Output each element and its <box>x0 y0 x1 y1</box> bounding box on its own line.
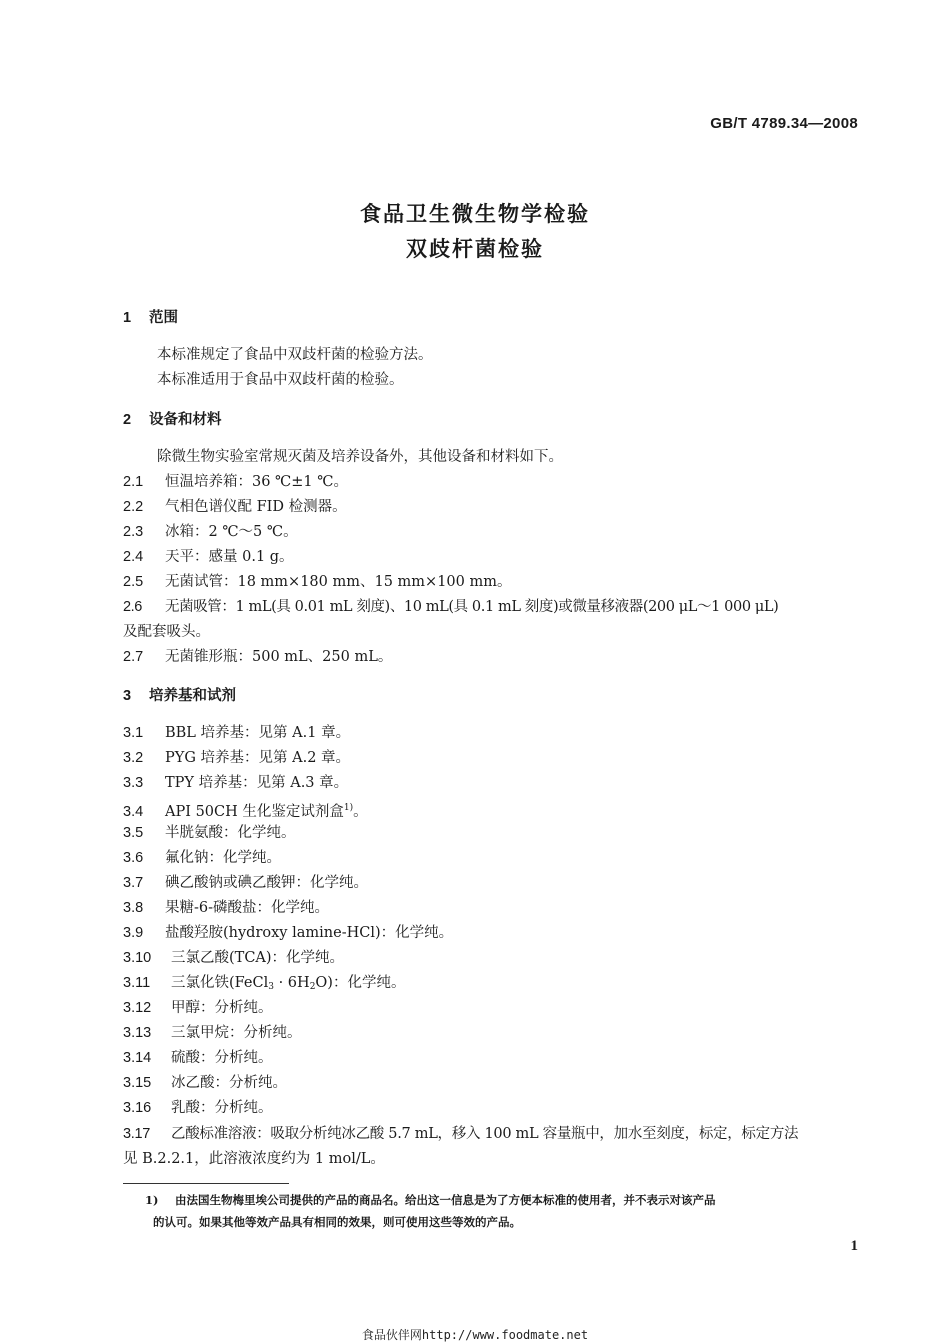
subscript: 3 <box>268 982 274 992</box>
item-text: 冰乙酸：分析纯。 <box>171 1075 287 1091</box>
item-text: 见 B.2.2.1，此溶液浓度约为 1 mol/L。 <box>123 1151 385 1167</box>
item-number: 3.13 <box>123 1025 152 1041</box>
section-title: 设备和材料 <box>149 412 222 428</box>
footnote-reference: 1) <box>343 803 354 813</box>
section-2-intro: 除微生物实验室常规灭菌及培养设备外，其他设备和材料如下。 <box>157 449 563 465</box>
subscript: 2 <box>309 982 316 992</box>
section-number: 1 <box>123 310 132 326</box>
item-number: 3.15 <box>123 1075 152 1091</box>
item-number: 3.8 <box>123 900 144 916</box>
item-text: 无菌吸管：1 mL(具 0.01 mL 刻度)、10 mL(具 0.1 mL 刻度)或微量移液器(200 μL～1 000 μL) <box>165 599 779 615</box>
item-number: 3.7 <box>123 875 144 891</box>
item-text: · 6H <box>273 975 310 991</box>
section-1-paragraph: 本标准规定了食品中双歧杆菌的检验方法。 <box>157 347 433 363</box>
list-item <box>123 823 860 843</box>
item-text: 碘乙酸钠或碘乙酸钾：化学纯。 <box>165 875 368 891</box>
item-text: 硫酸：分析纯。 <box>171 1050 273 1066</box>
item-number: 2.1 <box>123 474 144 490</box>
list-item <box>123 1048 860 1068</box>
list-item <box>123 748 860 768</box>
document-title-line1: 食品卫生微生物学检验 <box>360 202 590 226</box>
item-number: 3.9 <box>123 925 144 941</box>
item-number: 3.17 <box>123 1126 151 1142</box>
item-text: 氟化钠：化学纯。 <box>165 850 281 866</box>
item-text: 恒温培养箱：36 ℃±1 ℃。 <box>165 474 348 490</box>
item-text: 果糖-6-磷酸盐：化学纯。 <box>165 900 330 916</box>
item-number: 2.4 <box>123 549 144 565</box>
list-item <box>123 1023 860 1043</box>
item-text: TPY 培养基：见第 A.3 章。 <box>165 775 349 791</box>
item-text: O)：化学纯。 <box>315 975 406 991</box>
document-title-line2: 双歧杆菌检验 <box>406 237 544 261</box>
list-item <box>123 723 860 743</box>
list-item <box>123 798 860 822</box>
item-number: 3.11 <box>123 975 151 991</box>
footnote-divider <box>123 1183 289 1184</box>
section-number: 2 <box>123 412 132 428</box>
item-text: 乳酸：分析纯。 <box>171 1100 273 1116</box>
list-item-continuation <box>123 622 860 642</box>
item-number: 3.1 <box>123 725 144 741</box>
list-item <box>123 1098 860 1118</box>
list-item <box>123 597 860 617</box>
list-item <box>123 873 860 893</box>
list-item <box>123 522 860 542</box>
list-item <box>123 948 860 968</box>
item-number: 2.3 <box>123 524 144 540</box>
item-text: 半胱氨酸：化学纯。 <box>165 825 296 841</box>
item-number: 2.5 <box>123 574 144 590</box>
footnote-text: 由法国生物梅里埃公司提供的产品的商品名。给出这一信息是为了方便本标准的使用者，并不表示对该产品 <box>175 1193 716 1207</box>
item-number: 3.12 <box>123 1000 152 1016</box>
item-text: 无菌锥形瓶：500 mL、250 mL。 <box>165 649 393 665</box>
item-number: 3.4 <box>123 804 144 820</box>
item-text: 盐酸羟胺(hydroxy lamine-HCl)：化学纯。 <box>165 925 454 941</box>
item-text: 三氯甲烷：分析纯。 <box>171 1025 302 1041</box>
list-item <box>123 898 860 918</box>
item-number: 3.2 <box>123 750 144 766</box>
list-item <box>123 647 860 667</box>
section-title: 培养基和试剂 <box>149 688 236 704</box>
item-number: 3.10 <box>123 950 152 966</box>
list-item <box>123 547 860 567</box>
list-item <box>123 497 860 517</box>
list-item-continuation <box>123 1149 860 1169</box>
item-text-suffix: 。 <box>353 804 368 820</box>
list-item <box>123 998 860 1018</box>
list-item <box>123 773 860 793</box>
section-number: 3 <box>123 688 132 704</box>
standard-code: GB/T 4789.34—2008 <box>710 115 858 132</box>
item-text: 三氯化铁(FeCl <box>171 975 269 991</box>
item-text: 三氯乙酸(TCA)：化学纯。 <box>171 950 345 966</box>
watermark-text: 食品伙伴网http://www.foodmate.net <box>361 1328 589 1342</box>
item-text: PYG 培养基：见第 A.2 章。 <box>165 750 351 766</box>
list-item <box>123 1073 860 1093</box>
footnote-mark: 1) <box>145 1193 159 1207</box>
item-number: 3.6 <box>123 850 144 866</box>
section-title: 范围 <box>149 310 178 326</box>
item-number: 3.14 <box>123 1050 152 1066</box>
footnote <box>123 1190 862 1210</box>
section-2-heading <box>123 410 860 430</box>
item-text: API 50CH 生化鉴定试剂盒 <box>165 804 344 820</box>
list-item <box>123 973 860 997</box>
page-number: 1 <box>850 1238 858 1254</box>
item-number: 3.5 <box>123 825 144 841</box>
item-text: 无菌试管：18 mm×180 mm、15 mm×100 mm。 <box>165 574 512 590</box>
list-item <box>123 1124 860 1144</box>
list-item <box>123 923 860 943</box>
footnote-continuation: 的认可。如果其他等效产品具有相同的效果，则可使用这些等效的产品。 <box>153 1215 521 1229</box>
item-text: 及配套吸头。 <box>123 624 210 640</box>
item-text: 甲醇：分析纯。 <box>171 1000 273 1016</box>
section-1-heading <box>123 308 860 328</box>
list-item <box>123 572 860 592</box>
item-text: 天平：感量 0.1 g。 <box>165 549 294 565</box>
item-text: 冰箱：2 ℃～5 ℃。 <box>165 524 298 540</box>
item-text: 气相色谱仪配 FID 检测器。 <box>165 499 347 515</box>
item-number: 2.2 <box>123 499 144 515</box>
section-3-heading <box>123 686 860 706</box>
item-number: 2.6 <box>123 599 142 615</box>
section-1-paragraph: 本标准适用于食品中双歧杆菌的检验。 <box>157 372 404 388</box>
item-number: 3.3 <box>123 775 144 791</box>
item-number: 3.16 <box>123 1100 152 1116</box>
item-number: 2.7 <box>123 649 144 665</box>
item-text: BBL 培养基：见第 A.1 章。 <box>165 725 351 741</box>
list-item <box>123 848 860 868</box>
item-text: 乙酸标准溶液：吸取分析纯冰乙酸 5.7 mL，移入 100 mL 容量瓶中，加水至刻度，标定，标定方法 <box>171 1126 799 1142</box>
list-item <box>123 472 860 492</box>
